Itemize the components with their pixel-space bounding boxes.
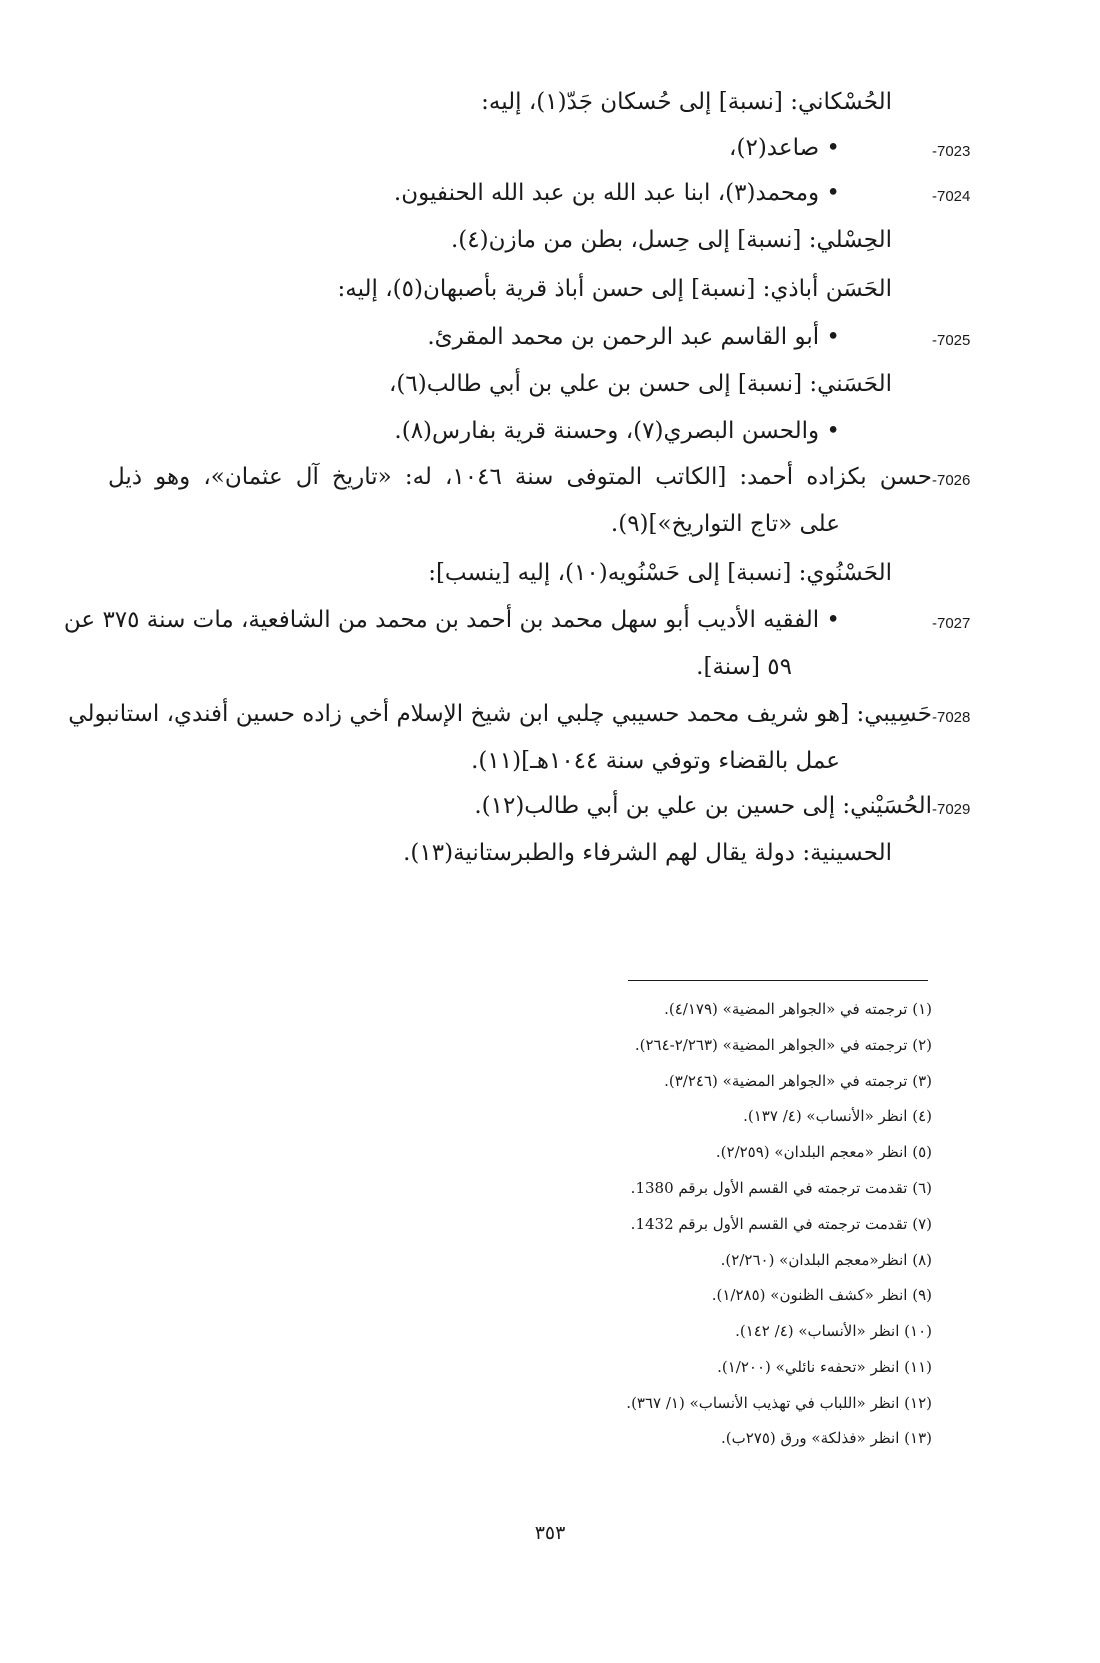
text-line: الحَسَن أباذي: [نسبة] إلى حسن أباذ قرية بأصبهان(٥)، إليه: bbox=[337, 276, 892, 302]
text-line: حَسِيبي: [هو شريف محمد حسيبي چلبي ابن شيخ الإسلام أخي زاده حسين أفندي، استانبولي bbox=[68, 701, 932, 727]
text-line: حسن بكزاده أحمد: [الكاتب المتوفى سنة ١٠٤٦، له: «تاريخ آل عثمان»، وهو ذيل bbox=[108, 464, 932, 490]
text-line: الحُسْكاني: [نسبة] إلى حُسكان جَدّ(١)، إليه: bbox=[481, 89, 892, 115]
entry-number: -7027 bbox=[932, 615, 971, 632]
text-line: الحسينية: دولة يقال لهم الشرفاء والطبرستانية(١٣). bbox=[403, 840, 892, 866]
text-line: • ومحمد(٣)، ابنا عبد الله بن عبد الله الحنفيون. bbox=[393, 180, 840, 206]
entry-number: -7025 bbox=[932, 332, 971, 349]
text-line: ٥٩ [سنة]. bbox=[696, 654, 792, 680]
text-line: الحَسْنُوي: [نسبة] إلى حَسْنُويه(١٠)، إليه [ينسب]: bbox=[428, 560, 892, 586]
footnote: (٨) انظر«معجم البلدان» (٢/٢٦٠). bbox=[720, 1251, 932, 1269]
entry-number: -7029 bbox=[932, 801, 971, 818]
text-line: الحِسْلي: [نسبة] إلى حِسل، بطن من مازن(٤). bbox=[450, 227, 892, 253]
footnote: (٥) انظر «معجم البلدان» (٢/٢٥٩). bbox=[715, 1143, 932, 1161]
footnote: (٢) ترجمته في «الجواهر المضية» (٢/٢٦٣-٢٦٤). bbox=[634, 1036, 932, 1054]
entry-number: -7023 bbox=[932, 143, 971, 160]
text-line: • الفقيه الأديب أبو سهل محمد بن أحمد بن محمد من الشافعية، مات سنة ٣٧٥ عن bbox=[63, 607, 840, 633]
footnote: (٧) تقدمت ترجمته في القسم الأول برقم 1432. bbox=[630, 1215, 932, 1233]
text-line: عمل بالقضاء وتوفي سنة ١٠٤٤هـ](١١). bbox=[471, 748, 840, 774]
text-line: • أبو القاسم عبد الرحمن بن محمد المقرئ. bbox=[427, 324, 840, 350]
footnote-separator bbox=[628, 980, 928, 981]
page-number: ٣٥٣ bbox=[534, 1522, 566, 1544]
footnote: (٦) تقدمت ترجمته في القسم الأول برقم 1380. bbox=[630, 1179, 932, 1197]
footnote: (١٢) انظر «اللباب في تهذيب الأنساب» (١/ ٣٦٧). bbox=[626, 1394, 932, 1412]
footnote: (١) ترجمته في «الجواهر المضية» (٤/١٧٩). bbox=[664, 1000, 932, 1018]
footnote: (١١) انظر «تحفهء نائلي» (١/٢٠٠). bbox=[717, 1358, 932, 1376]
footnote: (٩) انظر «كشف الظنون» (١/٢٨٥). bbox=[711, 1286, 932, 1304]
text-line: الحُسَيْني: إلى حسين بن علي بن أبي طالب(١٢). bbox=[474, 793, 932, 819]
text-line: الحَسَني: [نسبة] إلى حسن بن علي بن أبي طالب(٦)، bbox=[389, 371, 892, 397]
entry-number: -7028 bbox=[932, 709, 971, 726]
entry-number: -7024 bbox=[932, 188, 971, 205]
footnote: (١٣) انظر «فذلكة» ورق (٢٧٥ب). bbox=[720, 1429, 932, 1447]
text-line: • والحسن البصري(٧)، وحسنة قرية بفارس(٨). bbox=[394, 418, 840, 444]
text-line: • صاعد(٢)، bbox=[729, 135, 840, 161]
footnote: (١٠) انظر «الأنساب» (٤/ ١٤٢). bbox=[735, 1322, 932, 1340]
entry-number: -7026 bbox=[932, 472, 971, 489]
text-line: على «تاج التواريخ»](٩). bbox=[610, 511, 840, 537]
footnote: (٣) ترجمته في «الجواهر المضية» (٣/٢٤٦). bbox=[664, 1072, 932, 1090]
footnote: (٤) انظر «الأنساب» (٤/ ١٣٧). bbox=[743, 1107, 932, 1125]
